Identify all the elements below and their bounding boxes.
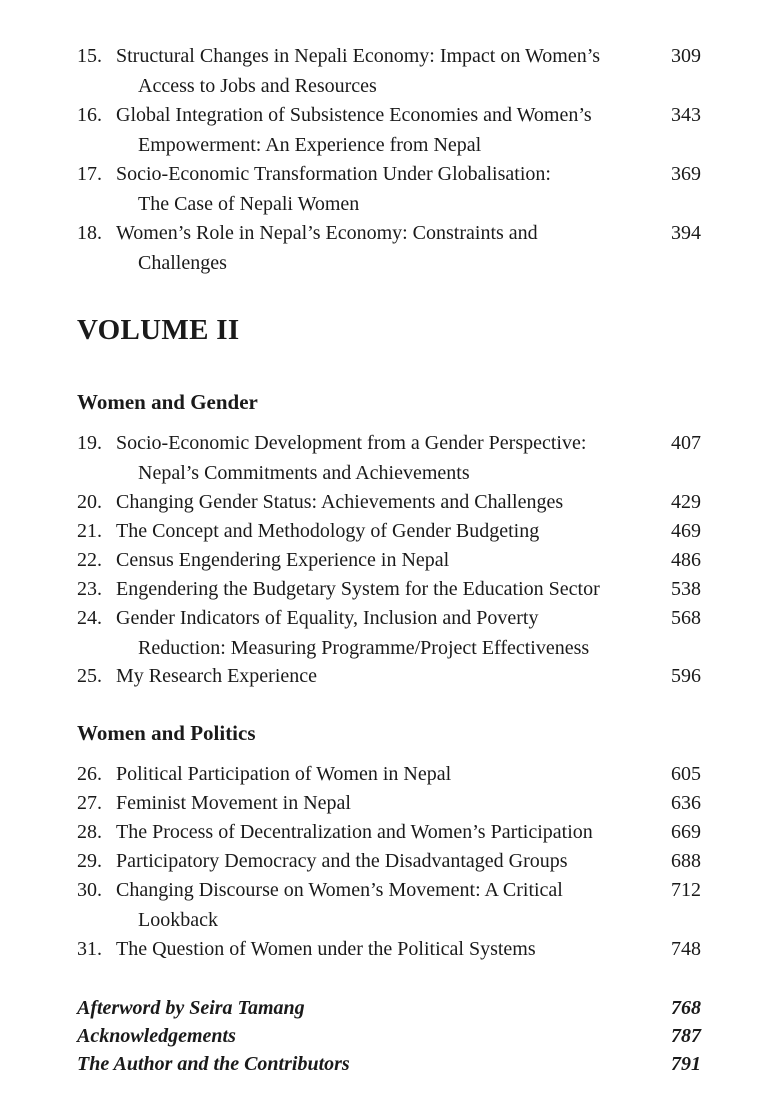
chapter-title-continuation: The Case of Nepali Women: [138, 192, 360, 215]
chapter-number: 27.: [77, 792, 102, 814]
chapter-number: 20.: [77, 491, 102, 513]
toc-entry-16: [0, 101, 780, 160]
chapter-title: Global Integration of Subsistence Economies and Women’s: [116, 104, 592, 126]
page-number: 407: [671, 432, 701, 454]
chapter-number: 28.: [77, 821, 102, 843]
chapter-title-continuation: Access to Jobs and Resources: [138, 74, 377, 97]
page-number: 394: [671, 222, 701, 244]
chapter-title: Socio-Economic Transformation Under Globalisation:: [116, 163, 551, 185]
chapter-title: Changing Discourse on Women’s Movement: A Critical: [116, 879, 563, 901]
chapter-number: 24.: [77, 607, 102, 629]
chapter-title-continuation: Empowerment: An Experience from Nepal: [138, 133, 482, 156]
chapter-title-continuation: Reduction: Measuring Programme/Project Effectiveness: [138, 636, 590, 659]
chapter-number: 15.: [77, 45, 102, 67]
chapter-title: The Question of Women under the Political Systems: [116, 938, 536, 960]
chapter-title: Census Engendering Experience in Nepal: [116, 549, 450, 571]
page-number: 469: [671, 520, 701, 542]
back-matter-label: Acknowledgements: [77, 1025, 236, 1047]
chapter-title: Socio-Economic Development from a Gender Perspective:: [116, 432, 587, 454]
chapter-title: Structural Changes in Nepali Economy: Impact on Women’s: [116, 45, 601, 67]
page-number: 369: [671, 163, 701, 185]
chapter-title: Gender Indicators of Equality, Inclusion and Poverty: [116, 607, 539, 629]
chapter-number: 26.: [77, 763, 102, 785]
chapter-number: 19.: [77, 432, 102, 454]
back-matter-label: Afterword by Seira Tamang: [77, 997, 305, 1019]
chapter-title: Women’s Role in Nepal’s Economy: Constraints and: [116, 222, 538, 244]
section-heading-women-and-politics: Women and Politics: [77, 721, 256, 745]
page-number: 669: [671, 821, 701, 843]
chapter-title: The Process of Decentralization and Women’s Participation: [116, 821, 593, 843]
page-number: 486: [671, 549, 701, 571]
toc-entry-17: [0, 160, 780, 219]
chapter-title: Engendering the Budgetary System for the Education Sector: [116, 578, 600, 600]
page-number: 768: [671, 997, 701, 1019]
chapter-number: 25.: [77, 665, 102, 687]
page-number: 538: [671, 578, 701, 600]
chapter-number: 17.: [77, 163, 102, 185]
page-number: 688: [671, 850, 701, 872]
page-number: 787: [671, 1025, 701, 1047]
page-number: 429: [671, 491, 701, 513]
toc-entry-15: [0, 42, 780, 101]
toc-entry-24: [0, 604, 780, 663]
page-number: 309: [671, 45, 701, 67]
chapter-number: 30.: [77, 879, 102, 901]
page-number: 748: [671, 938, 701, 960]
chapter-title-continuation: Challenges: [138, 251, 227, 274]
chapter-title: Participatory Democracy and the Disadvantaged Groups: [116, 850, 568, 872]
toc-entry-18: [0, 219, 780, 278]
chapter-number: 21.: [77, 520, 102, 542]
toc-entry-19: [0, 429, 780, 488]
chapter-number: 18.: [77, 222, 102, 244]
chapter-number: 22.: [77, 549, 102, 571]
page-number: 568: [671, 607, 701, 629]
chapter-title-continuation: Nepal’s Commitments and Achievements: [138, 461, 470, 484]
volume-heading: VOLUME II: [77, 314, 240, 346]
section-heading-women-and-gender: Women and Gender: [77, 390, 258, 414]
chapter-number: 31.: [77, 938, 102, 960]
chapter-title: Changing Gender Status: Achievements and Challenges: [116, 491, 564, 513]
chapter-number: 16.: [77, 104, 102, 126]
page-number: 636: [671, 792, 701, 814]
page-number: 343: [671, 104, 701, 126]
page-number: 712: [671, 879, 701, 901]
page-number: 596: [671, 665, 701, 687]
page-number: 605: [671, 763, 701, 785]
toc-entry-30: [0, 876, 780, 935]
chapter-title-continuation: Lookback: [138, 908, 218, 931]
chapter-title: Feminist Movement in Nepal: [116, 792, 351, 814]
chapter-title: The Concept and Methodology of Gender Budgeting: [116, 520, 540, 542]
chapter-number: 23.: [77, 578, 102, 600]
chapter-number: 29.: [77, 850, 102, 872]
back-matter-label: The Author and the Contributors: [77, 1053, 350, 1075]
chapter-title: Political Participation of Women in Nepal: [116, 763, 452, 785]
chapter-title: My Research Experience: [116, 665, 318, 687]
page-number: 791: [671, 1053, 701, 1075]
